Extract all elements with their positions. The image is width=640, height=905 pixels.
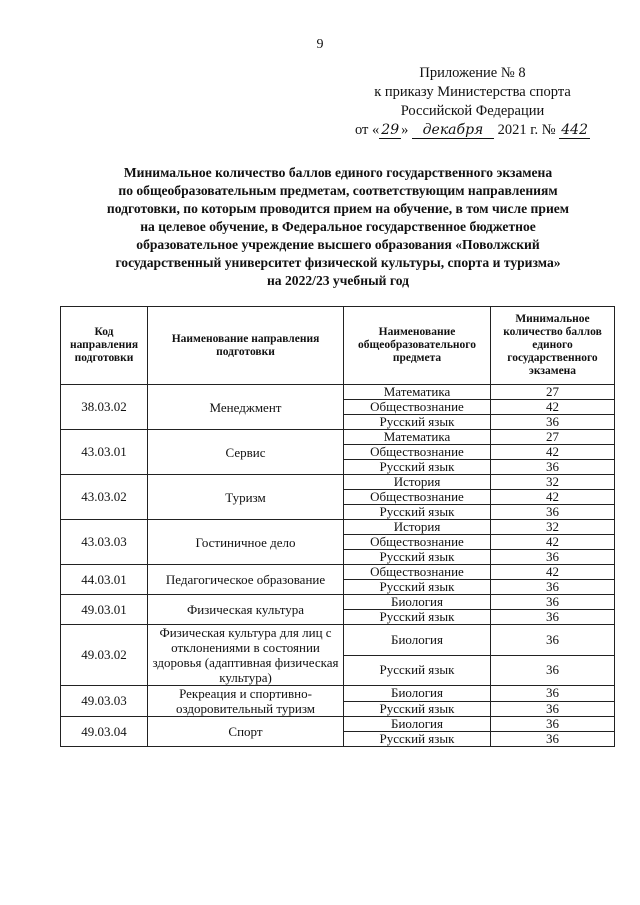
direction-name: Спорт [148,717,344,747]
subject-name: Русский язык [344,460,491,475]
min-score: 42 [491,445,615,460]
subject-name: Русский язык [344,732,491,747]
min-score: 42 [491,490,615,505]
title-line: подготовки, по которым проводится прием на обучение, в том числе прием [106,201,570,216]
direction-name: Педагогическое образование [148,565,344,595]
table-row [61,565,615,580]
appendix-block [330,64,615,140]
subject-name: Биология [344,625,491,656]
subject-name: Математика [344,385,491,400]
title-line: образовательное учреждение высшего образования «Поволжский [136,237,540,252]
subject-name: Биология [344,595,491,610]
subject-name: Русский язык [344,701,491,717]
subject-name: История [344,520,491,535]
direction-code: 43.03.03 [61,520,148,565]
table-row [61,625,615,656]
subject-name: Обществознание [344,445,491,460]
subject-name: Русский язык [344,610,491,625]
order-number: 442 [561,122,588,138]
min-score: 32 [491,475,615,490]
page-number: 9 [316,37,324,52]
min-score: 36 [491,505,615,520]
subject-name: Русский язык [344,550,491,565]
subject-name: Русский язык [344,580,491,595]
date-prefix: от « [355,122,380,138]
header-code: Код направления подготовки [61,307,148,385]
date-mid: » [401,122,409,138]
direction-name: Туризм [148,475,344,520]
min-score: 36 [491,625,615,656]
table-row [61,430,615,445]
title-line: на 2022/23 учебный год [266,273,410,288]
direction-code: 49.03.03 [61,686,148,717]
min-score: 36 [491,655,615,686]
subject-name: История [344,475,491,490]
header-min-score: Минимальное количество баллов единого государственного экзамена [491,307,615,385]
title-line: Минимальное количество баллов единого государственного экзамена [123,165,553,180]
min-score: 36 [491,732,615,747]
appendix-title: Приложение № 8 [419,65,526,81]
direction-name: Сервис [148,430,344,475]
document-title [72,164,604,290]
min-score: 36 [491,717,615,732]
table-row [61,475,615,490]
subject-name: Биология [344,717,491,732]
table-row [61,686,615,702]
min-score: 36 [491,460,615,475]
direction-code: 49.03.04 [61,717,148,747]
subject-name: Обществознание [344,565,491,580]
min-score: 36 [491,686,615,702]
title-line: на целевое обучение, в Федеральное государственное бюджетное [140,219,536,234]
title-line: по общеобразовательным предметам, соответствующим направлениям [118,183,558,198]
appendix-date-line [330,121,615,140]
min-score: 36 [491,550,615,565]
direction-name: Физическая культура для лиц с отклонениями в состоянии здоровья (адаптивная физическая культура) [148,625,344,686]
table-row [61,717,615,732]
appendix-order-ref: к приказу Министерства спорта [374,84,571,100]
subject-name: Математика [344,430,491,445]
subject-name: Биология [344,686,491,702]
direction-code: 43.03.02 [61,475,148,520]
table-row [61,520,615,535]
table-body [61,385,615,747]
min-score: 27 [491,385,615,400]
direction-name: Гостиничное дело [148,520,344,565]
header-subject: Наименование общеобразовательного предмета [344,307,491,385]
direction-name: Рекреация и спортивно-оздоровительный туризм [148,686,344,717]
date-day: 29 [381,122,400,138]
table-row [61,595,615,610]
direction-name: Менеджмент [148,385,344,430]
min-score: 36 [491,610,615,625]
min-score: 42 [491,400,615,415]
subject-name: Русский язык [344,655,491,686]
appendix-ministry: Российской Федерации [400,103,545,119]
min-score: 42 [491,535,615,550]
header-direction-name: Наименование направления подготовки [148,307,344,385]
subject-name: Обществознание [344,490,491,505]
direction-code: 49.03.01 [61,595,148,625]
min-score: 42 [491,565,615,580]
table-row [61,385,615,400]
min-score: 32 [491,520,615,535]
title-line: государственный университет физической культуры, спорта и туризма» [115,255,561,270]
table-header-row [61,307,615,385]
min-score: 36 [491,595,615,610]
min-score: 36 [491,580,615,595]
direction-code: 43.03.01 [61,430,148,475]
date-month: декабря [412,123,494,139]
subject-name: Русский язык [344,505,491,520]
subject-name: Обществознание [344,400,491,415]
subject-name: Обществознание [344,535,491,550]
min-score: 36 [491,701,615,717]
date-year: 2021 г. № [497,122,556,138]
direction-code: 44.03.01 [61,565,148,595]
subject-name: Русский язык [344,415,491,430]
direction-name: Физическая культура [148,595,344,625]
scores-table [60,306,615,747]
min-score: 36 [491,415,615,430]
direction-code: 49.03.02 [61,625,148,686]
direction-code: 38.03.02 [61,385,148,430]
min-score: 27 [491,430,615,445]
